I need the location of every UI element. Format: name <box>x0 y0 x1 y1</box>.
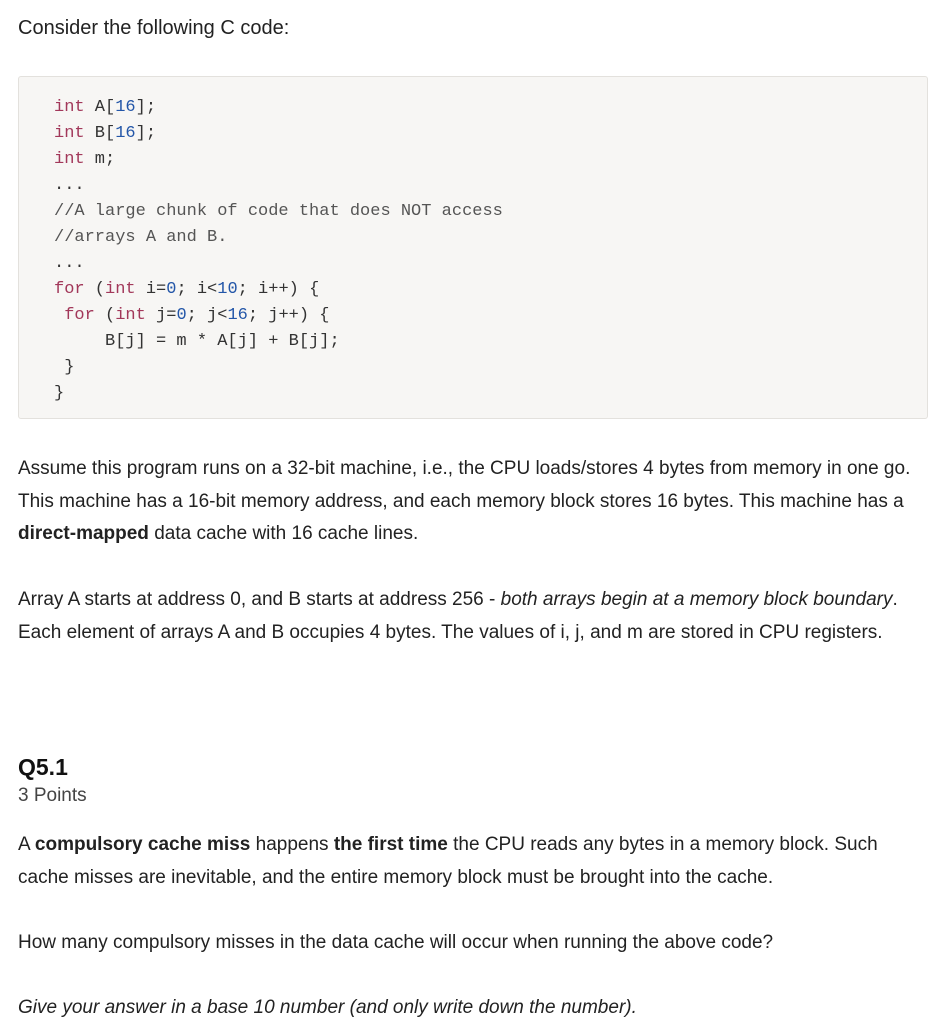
text-segment: m; <box>84 150 116 169</box>
code-number: 16 <box>115 98 136 117</box>
code-line <box>54 225 503 251</box>
machine-description <box>18 453 930 551</box>
bold-text: direct-mapped <box>18 523 149 544</box>
bold-text: compulsory cache miss <box>34 834 251 855</box>
code-listing <box>54 95 503 407</box>
code-keyword: int <box>115 306 146 325</box>
code-keyword: int <box>105 280 136 299</box>
text-segment: A <box>18 834 35 855</box>
text-segment: j= <box>145 306 177 325</box>
code-block <box>18 76 928 419</box>
bold-text: the first time <box>333 834 448 855</box>
code-line <box>54 329 503 355</box>
code-number: 16 <box>227 306 248 325</box>
text-segment: Assume this program runs on a 32-bit machine, i.e., the CPU loads/stores 4 bytes from memory in one go. This machine has a 16-bit memory address, and each memory block stores 16 bytes. This machine has a <box>18 458 911 512</box>
code-keyword: for <box>54 280 85 299</box>
text-segment: A[ <box>84 98 116 117</box>
text-segment: ... <box>54 254 85 273</box>
intro-text: Consider the following C code: <box>18 17 290 39</box>
text-segment: ]; <box>135 124 157 143</box>
text-segment: ; i++) { <box>237 280 320 299</box>
text-segment <box>54 306 64 325</box>
code-comment: //arrays A and B. <box>54 228 228 247</box>
code-number: 16 <box>115 124 136 143</box>
code-keyword: int <box>54 98 85 117</box>
code-number: 10 <box>217 280 238 299</box>
question-title: Q5.1 <box>18 754 68 780</box>
code-line <box>54 199 503 225</box>
text-segment: ( <box>84 280 106 299</box>
text-segment: } <box>54 384 65 403</box>
code-line <box>54 147 503 173</box>
text-segment: ; j++) { <box>247 306 330 325</box>
italic-text: both arrays begin at a memory block boundary <box>500 589 893 610</box>
text-segment: . Each element of arrays A and B occupies 4 bytes. The values of i, j, and m are stored in CPU registers. <box>18 589 898 643</box>
code-line <box>54 277 503 303</box>
text-segment: i= <box>135 280 167 299</box>
array-description <box>18 584 930 649</box>
question-points: 3 Points <box>18 785 87 806</box>
code-line <box>54 303 503 329</box>
text-segment: Array A starts at address 0, and B starts at address 256 - <box>18 589 501 610</box>
text-segment: ( <box>94 306 116 325</box>
text-segment: B[j] = m * A[j] + B[j]; <box>54 332 340 351</box>
question-prompt: How many compulsory misses in the data cache will occur when running the above code? <box>18 932 774 953</box>
code-line <box>54 95 503 121</box>
code-line <box>54 121 503 147</box>
text-segment: ]; <box>135 98 157 117</box>
code-keyword: for <box>64 306 95 325</box>
code-comment: //A large chunk of code that does NOT access <box>54 202 503 221</box>
text-segment: ; i< <box>176 280 218 299</box>
code-keyword: int <box>54 124 85 143</box>
text-segment: ... <box>54 176 85 195</box>
code-line <box>54 173 503 199</box>
code-number: 0 <box>166 280 177 299</box>
text-segment: ; j< <box>186 306 228 325</box>
code-line <box>54 251 503 277</box>
compulsory-miss-definition <box>18 829 930 894</box>
text-segment: } <box>54 358 75 377</box>
code-line <box>54 381 503 407</box>
text-segment: data cache with 16 cache lines. <box>148 523 419 544</box>
code-keyword: int <box>54 150 85 169</box>
code-number: 0 <box>176 306 187 325</box>
text-segment: happens <box>250 834 334 855</box>
text-segment: B[ <box>84 124 116 143</box>
code-line <box>54 355 503 381</box>
answer-instructions: Give your answer in a base 10 number (and only write down the number). <box>18 997 637 1018</box>
text-segment: the CPU reads any bytes in a memory block. Such cache misses are inevitable, and the entire memory block must be brought into the cache. <box>18 834 878 888</box>
